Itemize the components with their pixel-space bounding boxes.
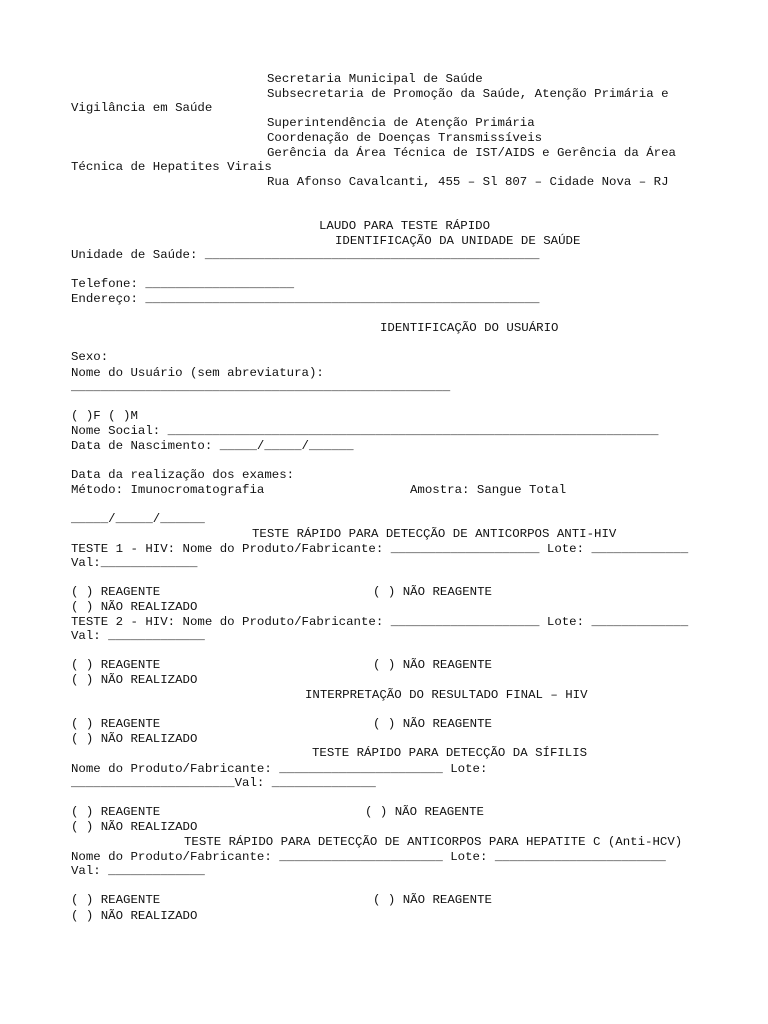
hcv-section-heading: TESTE RÁPIDO PARA DETECÇÃO DE ANTICORPOS PARA HEPATITE C (Anti-HCV) <box>184 835 683 849</box>
hiv-test2-non-reagent-option[interactable]: ( ) NÃO REAGENTE <box>373 658 492 672</box>
hiv-final-reagent-option[interactable]: ( ) REAGENTE <box>71 717 161 731</box>
sample-label: Amostra: Sangue Total <box>410 483 567 497</box>
unit-field[interactable]: Unidade de Saúde: _____________________________________________ <box>71 248 540 262</box>
header-gerencia: Gerência da Área Técnica de IST/AIDS e Gerência da Área <box>267 146 676 160</box>
user-section-heading: IDENTIFICAÇÃO DO USUÁRIO <box>380 321 559 335</box>
hiv-section-heading: TESTE RÁPIDO PARA DETECÇÃO DE ANTICORPOS ANTI-HIV <box>252 527 617 541</box>
sex-options[interactable]: ( )F ( )M <box>71 409 138 423</box>
unit-section-heading: IDENTIFICAÇÃO DA UNIDADE DE SAÚDE <box>335 234 581 248</box>
header-coordenacao: Coordenação de Doenças Transmissíveis <box>267 131 543 145</box>
hiv-final-non-reagent-option[interactable]: ( ) NÃO REAGENTE <box>373 717 492 731</box>
method-label: Método: Imunocromatografia <box>71 483 265 497</box>
hiv-test1-non-reagent-option[interactable]: ( ) NÃO REAGENTE <box>373 585 492 599</box>
syphilis-section-heading: TESTE RÁPIDO PARA DETECÇÃO DA SÍFILIS <box>312 746 588 760</box>
syphilis-not-done-option[interactable]: ( ) NÃO REALIZADO <box>71 820 198 834</box>
user-name-field[interactable]: ___________________________________________________ <box>71 380 451 394</box>
exam-date-label: Data da realização dos exames: <box>71 468 295 482</box>
hcv-reagent-option[interactable]: ( ) REAGENTE <box>71 893 161 907</box>
hcv-non-reagent-option[interactable]: ( ) NÃO REAGENTE <box>373 893 492 907</box>
header-subsecretaria: Subsecretaria de Promoção da Saúde, Atenção Primária e <box>267 87 669 101</box>
hiv-final-heading: INTERPRETAÇÃO DO RESULTADO FINAL – HIV <box>305 688 588 702</box>
header-subsecretaria-cont: Vigilância em Saúde <box>71 101 213 115</box>
hcv-product-field[interactable]: Nome do Produto/Fabricante: ______________________ Lote: _______________________ <box>71 850 666 864</box>
phone-field[interactable]: Telefone: ____________________ <box>71 277 295 291</box>
address-field[interactable]: Endereço: _____________________________________________________ <box>71 292 540 306</box>
hcv-val-field[interactable]: Val: _____________ <box>71 864 205 878</box>
hiv-test2-val-field[interactable]: Val: _____________ <box>71 629 205 643</box>
header-gerencia-cont: Técnica de Hepatites Virais <box>71 160 272 174</box>
hiv-final-not-done-option[interactable]: ( ) NÃO REALIZADO <box>71 732 198 746</box>
header-address: Rua Afonso Cavalcanti, 455 – Sl 807 – Cidade Nova – RJ <box>267 175 669 189</box>
hiv-test1-reagent-option[interactable]: ( ) REAGENTE <box>71 585 161 599</box>
social-name-field[interactable]: Nome Social: __________________________________________________________________ <box>71 424 659 438</box>
hiv-test2-field[interactable]: TESTE 2 - HIV: Nome do Produto/Fabricante: ____________________ Lote: _____________ <box>71 615 689 629</box>
hiv-test1-val-field[interactable]: Val:_____________ <box>71 556 198 570</box>
header-secretaria: Secretaria Municipal de Saúde <box>267 72 483 86</box>
sex-label: Sexo: <box>71 350 109 364</box>
syphilis-non-reagent-option[interactable]: ( ) NÃO REAGENTE <box>365 805 484 819</box>
birth-date-field[interactable]: Data de Nascimento: _____/_____/______ <box>71 439 354 453</box>
hiv-test2-not-done-option[interactable]: ( ) NÃO REALIZADO <box>71 673 198 687</box>
syphilis-lot-val-field[interactable]: ______________________Val: ______________ <box>71 776 376 790</box>
hiv-test1-not-done-option[interactable]: ( ) NÃO REALIZADO <box>71 600 198 614</box>
hiv-test2-reagent-option[interactable]: ( ) REAGENTE <box>71 658 161 672</box>
syphilis-product-field[interactable]: Nome do Produto/Fabricante: ______________________ Lote: <box>71 762 488 776</box>
header-superintendencia: Superintendência de Atenção Primária <box>267 116 535 130</box>
exam-date-field[interactable]: _____/_____/______ <box>71 512 205 526</box>
hcv-not-done-option[interactable]: ( ) NÃO REALIZADO <box>71 909 198 923</box>
hiv-test1-field[interactable]: TESTE 1 - HIV: Nome do Produto/Fabricante: ____________________ Lote: _____________ <box>71 542 689 556</box>
document-title: LAUDO PARA TESTE RÁPIDO <box>319 219 491 233</box>
syphilis-reagent-option[interactable]: ( ) REAGENTE <box>71 805 161 819</box>
user-name-label: Nome do Usuário (sem abreviatura): <box>71 366 324 380</box>
